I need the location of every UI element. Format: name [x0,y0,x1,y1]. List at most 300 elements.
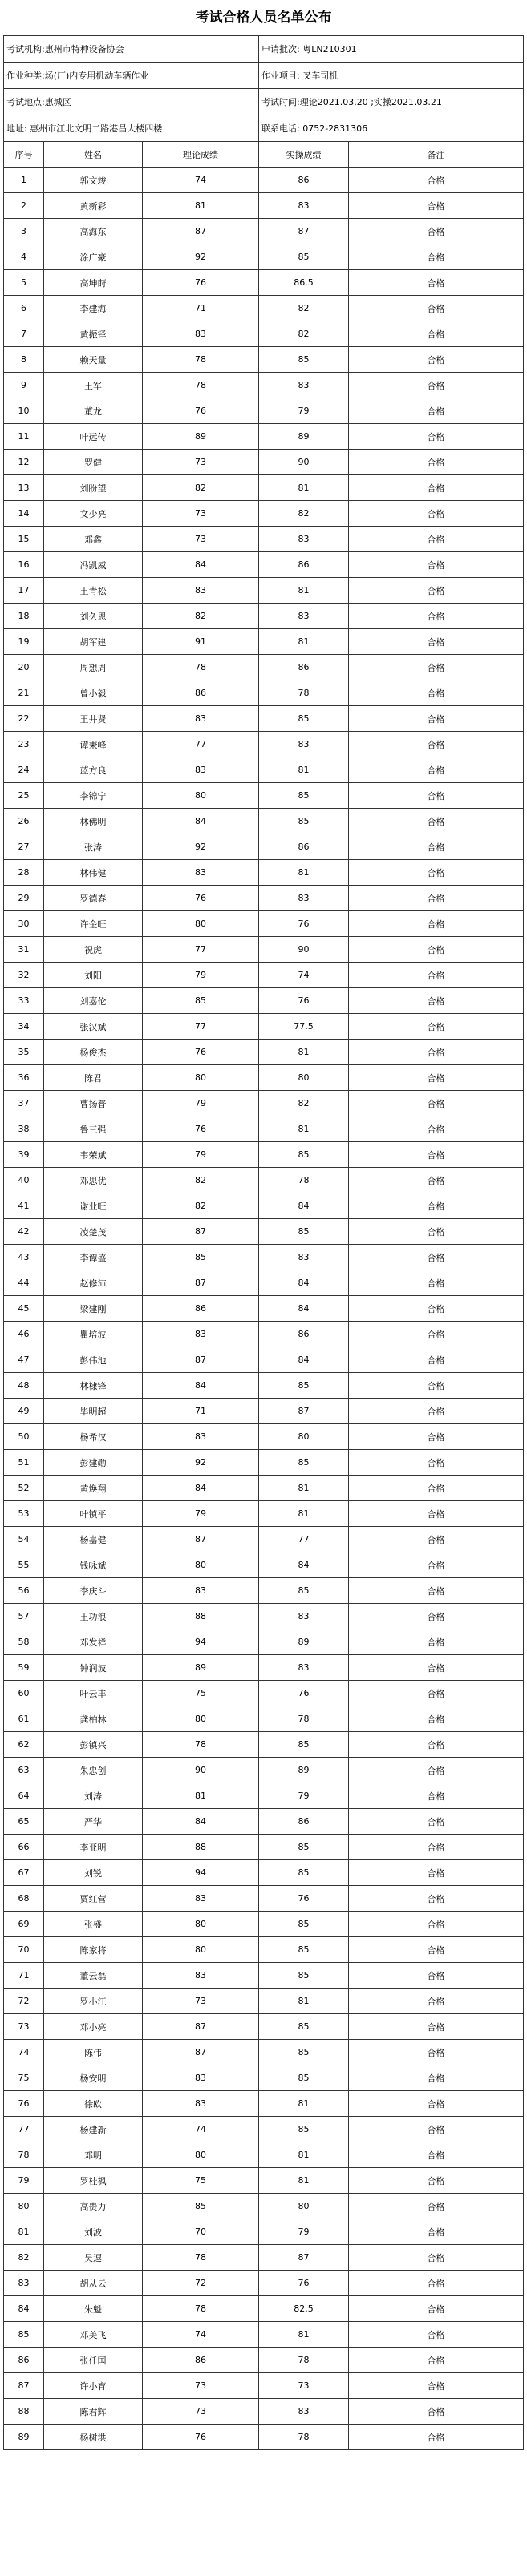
practice-score: 80 [259,2194,349,2219]
remark: 合格 [349,1322,524,1347]
practice-score: 82.5 [259,2296,349,2322]
table-row [4,1476,524,1501]
table-row [4,2194,524,2219]
person-name: 赖天量 [44,347,143,373]
row-number: 24 [4,757,44,783]
practice-score: 81 [259,1116,349,1142]
theory-score: 83 [143,706,259,732]
theory-score: 71 [143,1399,259,1424]
row-number: 46 [4,1322,44,1347]
practice-score: 85 [259,2065,349,2091]
person-name: 王井贤 [44,706,143,732]
practice-score: 89 [259,424,349,450]
table-row [4,527,524,552]
remark: 合格 [349,321,524,347]
table-row [4,578,524,604]
theory-score: 70 [143,2219,259,2245]
row-number: 75 [4,2065,44,2091]
remark: 合格 [349,1476,524,1501]
person-name: 龚柏林 [44,1706,143,1732]
theory-score: 80 [143,1065,259,1091]
theory-score: 77 [143,937,259,963]
practice-score: 78 [259,2348,349,2373]
theory-score: 73 [143,527,259,552]
person-name: 罗德春 [44,886,143,911]
theory-score: 80 [143,911,259,937]
theory-score: 79 [143,1501,259,1527]
table-row [4,1065,524,1091]
table-row [4,834,524,860]
column-header: 备注 [349,142,524,168]
practice-score: 76 [259,988,349,1014]
remark: 合格 [349,1732,524,1758]
row-number: 87 [4,2373,44,2399]
person-name: 叶镇平 [44,1501,143,1527]
table-row [4,501,524,527]
row-number: 26 [4,809,44,834]
row-number: 81 [4,2219,44,2245]
practice-score: 76 [259,1681,349,1706]
row-number: 15 [4,527,44,552]
person-name: 谭秉峰 [44,732,143,757]
table-row [4,1989,524,2014]
row-number: 71 [4,1963,44,1989]
table-row [4,937,524,963]
practice-score: 82 [259,501,349,527]
remark: 合格 [349,1989,524,2014]
table-row [4,1399,524,1424]
theory-score: 84 [143,1809,259,1835]
theory-score: 73 [143,1989,259,2014]
person-name: 朱忠创 [44,1758,143,1783]
table-row [4,629,524,655]
theory-score: 86 [143,1296,259,1322]
remark: 合格 [349,501,524,527]
theory-score: 83 [143,2091,259,2117]
table-row [4,732,524,757]
practice-score: 81 [259,629,349,655]
theory-score: 83 [143,1578,259,1604]
theory-score: 88 [143,1604,259,1629]
row-number: 7 [4,321,44,347]
work-project: 作业项目: 叉车司机 [259,63,524,89]
person-name: 文少亮 [44,501,143,527]
remark: 合格 [349,1963,524,1989]
practice-score: 85 [259,1835,349,1860]
practice-score: 85 [259,1142,349,1168]
row-number: 12 [4,450,44,475]
practice-score: 86.5 [259,270,349,296]
theory-score: 84 [143,809,259,834]
practice-score: 83 [259,1655,349,1681]
table-row [4,1860,524,1886]
theory-score: 75 [143,2168,259,2194]
remark: 合格 [349,578,524,604]
row-number: 36 [4,1065,44,1091]
table-row [4,911,524,937]
remark: 合格 [349,834,524,860]
practice-score: 86 [259,655,349,680]
table-row [4,1809,524,1835]
remark: 合格 [349,450,524,475]
person-name: 董龙 [44,398,143,424]
theory-score: 74 [143,2117,259,2142]
table-row [4,680,524,706]
table-row [4,1296,524,1322]
remark: 合格 [349,1912,524,1937]
person-name: 黄新彩 [44,193,143,219]
remark: 合格 [349,988,524,1014]
remark: 合格 [349,1142,524,1168]
table-row [4,1732,524,1758]
practice-score: 81 [259,2091,349,2117]
practice-score: 81 [259,2142,349,2168]
practice-score: 80 [259,1065,349,1091]
person-name: 叶远传 [44,424,143,450]
row-number: 8 [4,347,44,373]
row-number: 42 [4,1219,44,1245]
remark: 合格 [349,2014,524,2040]
practice-score: 83 [259,527,349,552]
table-row [4,2117,524,2142]
practice-score: 84 [259,1270,349,1296]
practice-score: 85 [259,347,349,373]
table-row [4,706,524,732]
row-number: 9 [4,373,44,398]
work-category: 作业种类:场(厂)内专用机动车辆作业 [4,63,259,89]
practice-score: 85 [259,244,349,270]
row-number: 25 [4,783,44,809]
person-name: 朱魁 [44,2296,143,2322]
table-row [4,655,524,680]
remark: 合格 [349,706,524,732]
row-number: 60 [4,1681,44,1706]
remark: 合格 [349,1399,524,1424]
remark: 合格 [349,1629,524,1655]
person-name: 曾小毅 [44,680,143,706]
table-row [4,1937,524,1963]
row-number: 6 [4,296,44,321]
theory-score: 87 [143,2014,259,2040]
theory-score: 76 [143,1116,259,1142]
table-row [4,963,524,988]
info-row [4,63,524,89]
practice-score: 83 [259,886,349,911]
table-row [4,2271,524,2296]
remark: 合格 [349,1270,524,1296]
info-row [4,115,524,142]
table-row [4,2040,524,2065]
practice-score: 83 [259,1604,349,1629]
row-number: 14 [4,501,44,527]
person-name: 邓鑫 [44,527,143,552]
theory-score: 80 [143,1706,259,1732]
row-number: 55 [4,1552,44,1578]
practice-score: 82 [259,1091,349,1116]
theory-score: 73 [143,2373,259,2399]
theory-score: 85 [143,1245,259,1270]
table-row [4,219,524,244]
person-name: 王军 [44,373,143,398]
remark: 合格 [349,604,524,629]
person-name: 许金旺 [44,911,143,937]
practice-score: 85 [259,809,349,834]
table-row [4,1322,524,1347]
person-name: 刘波 [44,2219,143,2245]
row-number: 64 [4,1783,44,1809]
person-name: 郭文竣 [44,168,143,193]
person-name: 钟润波 [44,1655,143,1681]
practice-score: 82 [259,321,349,347]
remark: 合格 [349,1681,524,1706]
theory-score: 87 [143,2040,259,2065]
info-row [4,89,524,115]
table-row [4,321,524,347]
table-row [4,1706,524,1732]
theory-score: 87 [143,1347,259,1373]
practice-score: 83 [259,604,349,629]
person-name: 毕明超 [44,1399,143,1424]
table-row [4,1450,524,1476]
person-name: 贾红营 [44,1886,143,1912]
practice-score: 82 [259,296,349,321]
remark: 合格 [349,2373,524,2399]
person-name: 罗小江 [44,1989,143,2014]
table-row [4,988,524,1014]
table-row [4,1963,524,1989]
theory-score: 80 [143,1937,259,1963]
remark: 合格 [349,1886,524,1912]
person-name: 张汉斌 [44,1014,143,1040]
person-name: 邓发祥 [44,1629,143,1655]
practice-score: 84 [259,1296,349,1322]
practice-score: 79 [259,398,349,424]
table-row [4,1040,524,1065]
theory-score: 80 [143,1912,259,1937]
person-name: 瞿培波 [44,1322,143,1347]
person-name: 高海东 [44,219,143,244]
theory-score: 83 [143,321,259,347]
person-name: 赵修沛 [44,1270,143,1296]
remark: 合格 [349,2091,524,2117]
theory-score: 83 [143,1322,259,1347]
row-number: 20 [4,655,44,680]
row-number: 84 [4,2296,44,2322]
person-name: 杨俊杰 [44,1040,143,1065]
person-name: 邓小亮 [44,2014,143,2040]
exam-organization: 考试机构:惠州市特种设备协会 [4,36,259,63]
theory-score: 76 [143,886,259,911]
practice-score: 83 [259,373,349,398]
row-number: 77 [4,2117,44,2142]
table-row [4,2322,524,2348]
person-name: 王功浪 [44,1604,143,1629]
person-name: 彭建勋 [44,1450,143,1476]
person-name: 刘嘉伦 [44,988,143,1014]
row-number: 48 [4,1373,44,1399]
practice-score: 83 [259,732,349,757]
theory-score: 89 [143,1655,259,1681]
theory-score: 81 [143,1783,259,1809]
table-row [4,1655,524,1681]
person-name: 刘久恩 [44,604,143,629]
person-name: 梁建刚 [44,1296,143,1322]
row-number: 43 [4,1245,44,1270]
practice-score: 87 [259,1399,349,1424]
theory-score: 82 [143,1168,259,1193]
practice-score: 89 [259,1629,349,1655]
practice-score: 86 [259,834,349,860]
practice-score: 81 [259,1989,349,2014]
column-header: 姓名 [44,142,143,168]
column-header: 序号 [4,142,44,168]
table-row [4,1758,524,1783]
person-name: 陈家将 [44,1937,143,1963]
table-row [4,1783,524,1809]
person-name: 李庆斗 [44,1578,143,1604]
row-number: 67 [4,1860,44,1886]
theory-score: 90 [143,1758,259,1783]
row-number: 63 [4,1758,44,1783]
table-row [4,1835,524,1860]
remark: 合格 [349,757,524,783]
remark: 合格 [349,347,524,373]
table-row [4,1501,524,1527]
theory-score: 77 [143,732,259,757]
row-number: 72 [4,1989,44,2014]
table-row [4,1552,524,1578]
person-name: 陈君 [44,1065,143,1091]
row-number: 68 [4,1886,44,1912]
remark: 合格 [349,2322,524,2348]
practice-score: 85 [259,1578,349,1604]
row-number: 22 [4,706,44,732]
practice-score: 85 [259,1373,349,1399]
table-row [4,475,524,501]
remark: 合格 [349,1706,524,1732]
row-number: 38 [4,1116,44,1142]
row-number: 13 [4,475,44,501]
row-number: 70 [4,1937,44,1963]
theory-score: 85 [143,988,259,1014]
row-number: 58 [4,1629,44,1655]
practice-score: 78 [259,1168,349,1193]
row-number: 89 [4,2425,44,2450]
theory-score: 86 [143,680,259,706]
remark: 合格 [349,2399,524,2425]
table-row [4,1424,524,1450]
row-number: 1 [4,168,44,193]
theory-score: 80 [143,783,259,809]
row-number: 53 [4,1501,44,1527]
row-number: 16 [4,552,44,578]
table-row [4,2014,524,2040]
remark: 合格 [349,1501,524,1527]
remark: 合格 [349,1065,524,1091]
remark: 合格 [349,1604,524,1629]
remark: 合格 [349,193,524,219]
row-number: 23 [4,732,44,757]
person-name: 王青松 [44,578,143,604]
person-name: 李亚明 [44,1835,143,1860]
row-number: 65 [4,1809,44,1835]
theory-score: 92 [143,244,259,270]
theory-score: 73 [143,2399,259,2425]
remark: 合格 [349,1835,524,1860]
theory-score: 71 [143,296,259,321]
row-number: 82 [4,2245,44,2271]
row-number: 32 [4,963,44,988]
row-number: 47 [4,1347,44,1373]
theory-score: 92 [143,834,259,860]
table-row [4,2399,524,2425]
practice-score: 81 [259,475,349,501]
theory-score: 72 [143,2271,259,2296]
person-name: 黄焕翔 [44,1476,143,1501]
table-row [4,1912,524,1937]
row-number: 79 [4,2168,44,2194]
row-number: 28 [4,860,44,886]
remark: 合格 [349,1116,524,1142]
remark: 合格 [349,2296,524,2322]
theory-score: 76 [143,1040,259,1065]
person-name: 许小育 [44,2373,143,2399]
practice-score: 81 [259,757,349,783]
theory-score: 83 [143,1424,259,1450]
person-name: 罗桂枫 [44,2168,143,2194]
practice-score: 81 [259,578,349,604]
person-name: 杨安明 [44,2065,143,2091]
row-number: 74 [4,2040,44,2065]
table-row [4,604,524,629]
remark: 合格 [349,1219,524,1245]
row-number: 56 [4,1578,44,1604]
person-name: 胡军建 [44,629,143,655]
row-number: 17 [4,578,44,604]
person-name: 吴逗 [44,2245,143,2271]
practice-score: 85 [259,1963,349,1989]
theory-score: 83 [143,757,259,783]
person-name: 徐欧 [44,2091,143,2117]
person-name: 张仟国 [44,2348,143,2373]
row-number: 59 [4,1655,44,1681]
table-row [4,424,524,450]
row-number: 86 [4,2348,44,2373]
table-row [4,398,524,424]
theory-score: 88 [143,1835,259,1860]
theory-score: 89 [143,424,259,450]
table-row [4,809,524,834]
remark: 合格 [349,937,524,963]
table-row [4,244,524,270]
person-name: 李锦宁 [44,783,143,809]
address: 地址: 惠州市江北文明二路港昌大楼四楼 [4,115,259,142]
person-name: 胡从云 [44,2271,143,2296]
row-number: 10 [4,398,44,424]
theory-score: 79 [143,963,259,988]
row-number: 73 [4,2014,44,2040]
remark: 合格 [349,424,524,450]
row-number: 39 [4,1142,44,1168]
table-row [4,2296,524,2322]
row-number: 44 [4,1270,44,1296]
practice-score: 85 [259,1912,349,1937]
remark: 合格 [349,1040,524,1065]
theory-score: 87 [143,219,259,244]
row-number: 66 [4,1835,44,1860]
person-name: 祝虎 [44,937,143,963]
person-name: 鲁三强 [44,1116,143,1142]
